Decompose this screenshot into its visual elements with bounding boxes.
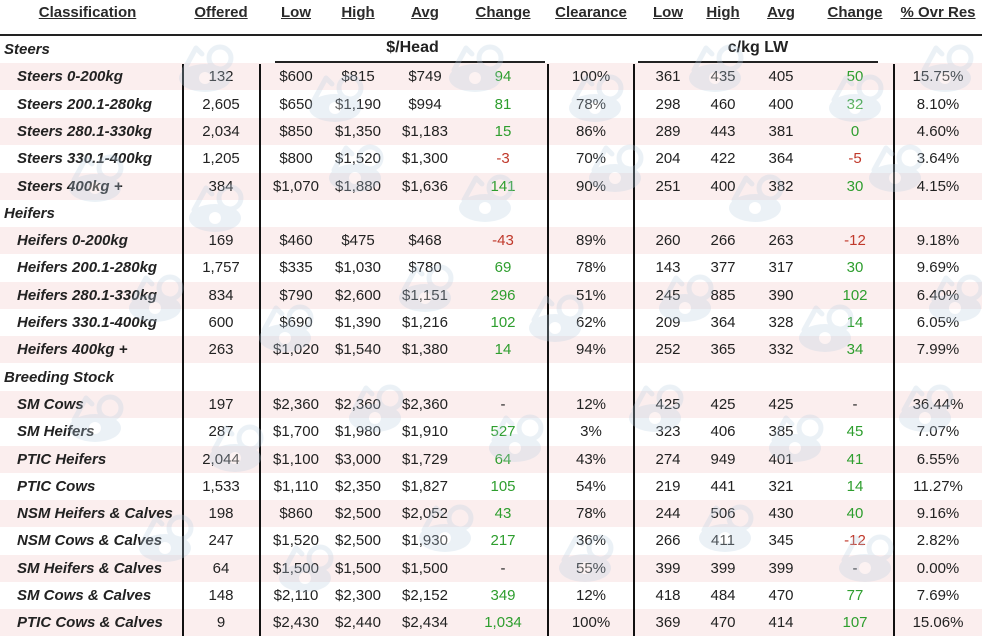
cell-avg: $994 [408,95,442,113]
cell-avg2: 345 [768,532,794,550]
cell-change2: 40 [846,505,864,523]
cell-avg2: 317 [768,259,794,277]
cell-avg2: 328 [768,314,794,331]
cell-ovr: 4.15% [916,177,960,195]
cell-low2: 425 [655,395,681,413]
cell-offered: 198 [208,505,234,523]
cell-avg: $2,434 [402,614,448,632]
cell-low2: 418 [655,587,681,604]
header-low: Low [281,4,311,21]
cell-low2: 209 [655,314,681,331]
section-label: Breeding Stock [4,368,115,386]
cell-change2: - [852,395,858,413]
cell-offered: 169 [208,232,234,250]
cell-offered: 2,034 [202,122,240,140]
cell-avg: $780 [408,259,442,277]
row-label: SM Heifers [17,423,95,441]
row-label: Steers 330.1-400kg [17,150,153,168]
cell-change2: 34 [846,341,864,359]
cell-ovr: 11.27% [913,477,963,495]
cell-high: $2,440 [335,614,381,632]
cell-low: $850 [279,122,313,140]
cell-high2: 484 [710,587,736,604]
row-label: Heifers 0-200kg [17,232,128,250]
cell-low2: 245 [655,286,681,304]
row-label: PTIC Cows [17,477,96,495]
cell-low: $800 [279,150,313,168]
header-change-ckg: Change [827,4,883,21]
cell-ovr: 6.40% [916,286,960,304]
cell-change: 15 [494,122,512,140]
cell-change2: 107 [842,614,868,632]
cell-offered: 247 [208,532,234,550]
cell-avg2: 332 [768,341,794,359]
cell-change2: 30 [846,177,864,195]
cell-change: 1,034 [484,614,522,632]
cell-clearance: 100% [571,68,611,86]
cell-change: 81 [494,95,512,113]
cell-change2: -12 [844,532,866,550]
cell-change: 69 [494,259,512,277]
cell-avg2: 382 [768,177,794,195]
cell-low: $1,070 [273,177,319,195]
cell-low: $1,500 [273,559,319,577]
column-divider-offered [182,64,184,636]
header-offered: Offered [194,4,248,21]
cell-high: $1,390 [335,314,381,331]
group-title-per-head: $/Head [386,39,439,56]
cell-avg: $1,910 [402,423,448,441]
cell-low: $600 [279,68,313,86]
cell-change: 217 [490,532,516,550]
cell-low: $1,100 [273,450,319,468]
cell-clearance: 70% [575,150,607,168]
cell-clearance: 3% [580,423,602,441]
cell-offered: 9 [216,614,226,632]
cell-ovr: 8.10% [916,95,960,113]
cell-low2: 244 [655,505,681,523]
cell-change: 296 [490,286,516,304]
cell-high: $2,350 [335,477,381,495]
cell-high2: 470 [710,614,736,632]
cell-low: $860 [279,505,313,523]
cell-offered: 1,533 [202,477,240,495]
table-row [0,227,982,254]
cell-low2: 369 [655,614,681,632]
cell-change2: 102 [842,286,868,304]
cell-clearance: 94% [575,341,607,359]
cell-ovr: 9.16% [916,505,960,523]
cell-high2: 365 [710,341,736,359]
cell-clearance: 12% [575,587,607,604]
cell-offered: 148 [208,587,234,604]
row-label: PTIC Cows & Calves [17,614,163,632]
cell-avg2: 364 [768,150,794,168]
table-row [0,609,982,636]
cell-avg2: 321 [768,477,794,495]
cell-avg2: 400 [768,95,794,113]
cell-clearance: 89% [575,232,607,250]
cell-low2: 399 [655,559,681,577]
row-label: Steers 400kg + [17,177,123,195]
cell-low: $1,020 [273,341,319,359]
row-label: Steers 200.1-280kg [17,95,153,113]
cell-avg2: 470 [768,587,794,604]
cell-avg2: 385 [768,423,794,441]
header-clearance: Clearance [555,4,627,21]
cell-offered: 263 [208,341,234,359]
cell-avg2: 381 [768,122,794,140]
cell-avg: $1,827 [402,477,448,495]
cell-offered: 132 [208,68,234,86]
cell-change: -3 [496,150,510,168]
header-ovr-res: % Ovr Res [900,4,976,21]
header-high: High [341,4,375,21]
cell-high2: 425 [710,395,736,413]
cell-high: $3,000 [335,450,381,468]
cell-high: $2,300 [335,587,381,604]
column-divider-clearance [547,64,549,636]
section-label: Steers [4,41,50,58]
cell-offered: 834 [208,286,234,304]
header-change: Change [475,4,531,21]
cell-ovr: 9.18% [916,232,960,250]
cell-ovr: 7.99% [916,341,960,359]
cell-low2: 298 [655,95,681,113]
cell-change2: 41 [846,450,864,468]
cell-avg2: 399 [768,559,794,577]
cell-clearance: 36% [575,532,607,550]
row-label: SM Cows & Calves [17,587,152,604]
cell-high: $2,360 [335,395,381,413]
cell-ovr: 3.64% [916,150,960,168]
cell-high2: 266 [710,232,736,250]
cell-avg: $1,930 [402,532,448,550]
cell-high2: 443 [710,122,736,140]
header-classification: Classification [38,4,137,21]
cell-offered: 2,605 [202,95,240,113]
table-row [0,391,982,418]
cell-avg: $1,300 [402,150,448,168]
cell-change: 105 [490,477,516,495]
cell-high2: 422 [710,150,736,168]
cell-change2: 77 [846,587,864,604]
cell-clearance: 100% [571,614,611,632]
cell-low2: 266 [655,532,681,550]
cell-low: $650 [279,95,313,113]
cell-high: $2,600 [335,286,381,304]
table-row [0,118,982,145]
table-row [0,473,982,500]
cell-clearance: 78% [575,259,607,277]
section-row [0,200,982,227]
row-label: Steers 280.1-330kg [17,122,153,140]
cell-ovr: 6.05% [916,314,960,331]
table-row [0,555,982,582]
cell-low: $460 [279,232,313,250]
table-row [0,336,982,363]
table-row [0,282,982,309]
cell-high: $815 [341,68,375,86]
cell-high2: 399 [710,559,736,577]
cell-avg: $1,729 [402,450,448,468]
cell-avg: $2,360 [402,395,448,413]
cell-change: 141 [490,177,516,195]
cell-avg: $1,183 [402,122,448,140]
cell-ovr: 15.75% [912,68,964,86]
header-avg-ckg: Avg [767,4,795,21]
cell-avg2: 405 [768,68,794,86]
cell-clearance: 78% [575,505,607,523]
cell-clearance: 55% [575,559,607,577]
cell-change: 94 [494,68,512,86]
cell-ovr: 36.44% [912,395,964,413]
cell-avg: $1,500 [402,559,448,577]
cell-change: 64 [494,450,512,468]
cell-change2: - [852,559,858,577]
cell-high2: 885 [710,286,736,304]
cell-high: $1,030 [335,259,381,277]
cell-change2: 30 [846,259,864,277]
table-row [0,254,982,281]
cell-clearance: 62% [575,314,607,331]
cell-avg: $2,152 [402,587,448,604]
cell-high: $1,500 [335,559,381,577]
table-row [0,145,982,172]
cell-high2: 435 [710,68,736,86]
cell-offered: 1,205 [202,150,240,168]
section-row [0,36,982,63]
cell-avg2: 390 [768,286,794,304]
table-row [0,446,982,473]
cell-change2: -5 [848,150,862,168]
group-title-per-kg: c/kg LW [727,39,789,56]
cell-high2: 506 [710,505,736,523]
cell-change2: 45 [846,423,864,441]
header-low-ckg: Low [653,4,683,21]
row-label: SM Cows [17,395,84,413]
cell-high2: 406 [710,423,736,441]
cell-ovr: 2.82% [916,532,960,550]
cell-high: $1,540 [335,341,381,359]
row-label: Heifers 330.1-400kg [17,314,158,331]
cell-low2: 204 [655,150,681,168]
cell-low: $2,360 [273,395,319,413]
cell-high2: 460 [710,95,736,113]
cell-ovr: 7.69% [916,587,960,604]
cell-avg: $1,636 [402,177,448,195]
cell-low2: 252 [655,341,681,359]
table-row [0,173,982,200]
cell-low2: 274 [655,450,681,468]
cell-high: $1,520 [335,150,381,168]
cell-low2: 289 [655,122,681,140]
cell-high2: 364 [710,314,736,331]
row-label: Heifers 200.1-280kg [17,259,158,277]
cell-avg: $468 [408,232,442,250]
cell-ovr: 15.06% [912,614,964,632]
cell-low2: 361 [655,68,681,86]
cell-high2: 411 [711,532,735,550]
cell-avg2: 414 [768,614,794,632]
cell-high: $1,880 [335,177,381,195]
cell-avg: $1,380 [402,341,448,359]
cell-offered: 287 [208,423,234,441]
cell-high: $1,190 [335,95,381,113]
cell-low2: 323 [655,423,681,441]
table-row [0,63,982,90]
table-row [0,418,982,445]
table-row [0,309,982,336]
row-label: SM Heifers & Calves [17,559,163,577]
cell-clearance: 54% [575,477,607,495]
cell-avg2: 430 [768,505,794,523]
table-row [0,582,982,609]
cell-change: - [500,395,506,413]
cell-low: $690 [279,314,313,331]
table-header-row [0,0,982,27]
cell-change2: 0 [850,122,860,140]
cell-high: $2,500 [335,532,381,550]
cell-avg: $1,151 [402,286,448,304]
cell-low: $335 [279,259,313,277]
cell-clearance: 43% [575,450,607,468]
cell-change: 349 [490,587,516,604]
cell-avg2: 263 [768,232,794,250]
row-label: Heifers 280.1-330kg [17,286,158,304]
cell-avg2: 425 [768,395,794,413]
cell-high: $2,500 [335,505,381,523]
cell-high: $475 [341,232,375,250]
cell-low2: 143 [655,259,681,277]
cell-high2: 400 [710,177,736,195]
header-avg: Avg [411,4,439,21]
cell-low: $2,430 [273,614,319,632]
cell-low: $1,700 [273,423,319,441]
header-high-ckg: High [706,4,740,21]
column-divider-ovr-res [893,64,895,636]
cell-high2: 377 [710,259,736,277]
cell-ovr: 4.60% [916,122,960,140]
cell-ovr: 0.00% [916,559,960,577]
table-row [0,500,982,527]
cell-ovr: 7.07% [916,423,960,441]
row-label: Steers 0-200kg [17,68,123,86]
cell-offered: 600 [208,314,234,331]
cell-low: $790 [279,286,313,304]
cell-clearance: 78% [575,95,607,113]
row-label: NSM Cows & Calves [17,532,163,550]
row-label: NSM Heifers & Calves [17,505,173,523]
cell-high: $1,980 [335,423,381,441]
cell-ovr: 6.55% [916,450,960,468]
cell-high2: 949 [710,450,736,468]
cell-high: $1,350 [335,122,381,140]
cell-avg2: 401 [768,450,794,468]
cell-change2: 32 [846,95,864,113]
cell-change2: -12 [844,232,866,250]
cell-change: 43 [494,505,512,523]
cell-offered: 1,757 [202,259,240,277]
column-divider-low [259,64,261,636]
column-divider-ckg [633,64,635,636]
cell-change: - [500,559,506,577]
cell-low2: 260 [655,232,681,250]
cell-change: 102 [490,314,516,331]
cell-offered: 2,044 [202,450,240,468]
cell-clearance: 86% [575,122,607,140]
cell-avg: $2,052 [402,505,448,523]
cell-change2: 14 [846,314,864,331]
cell-clearance: 12% [575,395,607,413]
cell-change: 527 [490,423,516,441]
cell-low2: 219 [655,477,681,495]
cell-avg: $1,216 [402,314,448,331]
cell-high2: 441 [710,477,736,495]
row-label: PTIC Heifers [17,450,107,468]
cell-change2: 14 [846,477,864,495]
section-row [0,364,982,391]
cell-offered: 197 [208,395,234,413]
cell-low: $1,520 [273,532,319,550]
row-label: Heifers 400kg + [17,341,128,359]
cell-clearance: 90% [575,177,607,195]
cell-clearance: 51% [575,286,607,304]
cell-low: $2,110 [273,587,319,604]
cell-change: -43 [492,232,514,250]
section-label: Heifers [4,204,55,222]
cell-low: $1,110 [273,477,319,495]
table-row [0,91,982,118]
cell-offered: 384 [208,177,234,195]
cell-change2: 50 [846,68,864,86]
cell-avg: $749 [408,68,442,86]
cell-offered: 64 [212,559,230,577]
cell-ovr: 9.69% [916,259,960,277]
table-row [0,527,982,554]
cell-low2: 251 [655,177,681,195]
cell-change: 14 [494,341,512,359]
